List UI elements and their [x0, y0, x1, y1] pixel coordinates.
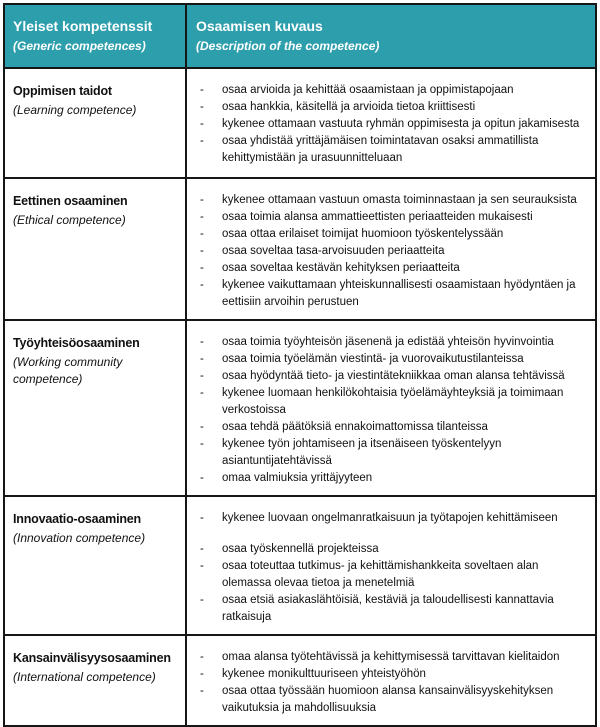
bullet-item [200, 558, 587, 592]
bullet-text: kykenee luovaan ongelmanratkaisuun ja työtapojen kehittämiseen [222, 512, 558, 524]
bullet-item [200, 334, 587, 351]
bullet-dash-icon: - [200, 438, 204, 450]
bullet-item [200, 419, 587, 436]
bullet-dash-icon: - [200, 651, 204, 663]
competence-description-cell [185, 69, 595, 177]
bullet-text: osaa arvioida ja kehittää osaamistaan ja oppimistapojaan [222, 84, 514, 96]
bullet-text: kykenee luomaan henkilökohtaisia työelämäyhteyksiä ja toimimaan verkostoissa [222, 387, 564, 416]
bullet-item [200, 226, 587, 243]
bullet-text: osaa tehdä päätöksiä ennakoimattomissa tilanteissa [222, 421, 488, 433]
bullet-dash-icon: - [200, 668, 204, 680]
bullet-dash-icon: - [200, 512, 204, 524]
bullet-text: kykenee ottamaan vastuuta ryhmän oppimisesta ja opitun jakamisesta [222, 118, 580, 130]
bullet-text: osaa ottaa työssään huomioon alansa kansainvälisyyskehityksen vaikutuksia ja mahdollisuuksia [222, 685, 554, 714]
bullet-dash-icon: - [200, 387, 204, 399]
table-row [5, 319, 595, 495]
bullet-dash-icon: - [200, 560, 204, 572]
competence-title: Työyhteisöosaaminen [13, 336, 140, 350]
competence-name-cell [5, 69, 185, 177]
bullet-text: osaa toimia alansa ammattieettisten periaatteiden mukaisesti [222, 211, 533, 223]
bullet-text: kykenee työn johtamiseen ja itsenäiseen työskentelyyn asiantuntijatehtävissä [222, 438, 502, 467]
bullet-list [187, 510, 587, 626]
bullet-dash-icon: - [200, 228, 204, 240]
competence-title: Kansainvälisyysosaaminen [13, 651, 171, 665]
bullet-dash-icon: - [200, 211, 204, 223]
bullet-dash-icon: - [200, 262, 204, 274]
bullet-item [200, 541, 587, 558]
bullet-dash-icon: - [200, 370, 204, 382]
bullet-text: osaa ottaa erilaiset toimijat huomioon työskentelyssään [222, 228, 504, 240]
header-title-fi: Yleiset kompetenssit [13, 18, 153, 34]
header-subtitle-en: (Description of the competence) [196, 39, 380, 53]
bullet-text: osaa toteuttaa tutkimus- ja kehittämishankkeita soveltaen alan olemassa olevaa tietoa ja menetelmiä [222, 560, 539, 589]
bullet-list [187, 649, 587, 717]
bullet-item [200, 277, 587, 311]
header-title-fi: Osaamisen kuvaus [196, 18, 323, 34]
competence-title: Eettinen osaaminen [13, 194, 128, 208]
competence-subtitle: (Learning competence) [13, 103, 137, 117]
bullet-dash-icon: - [200, 472, 204, 484]
competence-title: Innovaatio-osaaminen [13, 512, 141, 526]
table-body [5, 67, 595, 725]
competence-subtitle: (Ethical competence) [13, 213, 126, 227]
bullet-text: osaa hankkia, käsitellä ja arvioida tietoa kriittisesti [222, 101, 476, 113]
bullet-list [187, 334, 587, 487]
competence-name-cell [5, 636, 185, 725]
competence-name-cell [5, 321, 185, 495]
bullet-text: osaa soveltaa kestävän kehityksen periaatteita [222, 262, 460, 274]
bullet-text: osaa toimia työyhteisön jäsenenä ja edistää yhteisön hyvinvointia [222, 336, 554, 348]
bullet-spacer [200, 527, 587, 541]
table-row [5, 177, 595, 319]
bullet-dash-icon: - [200, 245, 204, 257]
competence-table [3, 3, 597, 727]
header-cell-generic-competences [5, 5, 185, 67]
bullet-item [200, 351, 587, 368]
bullet-dash-icon: - [200, 279, 204, 291]
bullet-dash-icon: - [200, 118, 204, 130]
bullet-dash-icon: - [200, 543, 204, 555]
bullet-item [200, 510, 587, 527]
competence-description-cell [185, 636, 595, 725]
competence-name-cell [5, 497, 185, 634]
bullet-text: omaa valmiuksia yrittäjyyteen [222, 472, 373, 484]
bullet-item [200, 592, 587, 626]
competence-description-cell [185, 321, 595, 495]
bullet-text: osaa yhdistää yrittäjämäisen toimintatavan osaksi ammatillista kehittymistään ja urasuunnitteluaan [222, 135, 539, 164]
table-row [5, 495, 595, 634]
bullet-dash-icon: - [200, 194, 204, 206]
bullet-dash-icon: - [200, 101, 204, 113]
bullet-item [200, 133, 587, 167]
bullet-text: omaa alansa työtehtävissä ja kehittymisessä tarvittavan kielitaidon [222, 651, 560, 663]
competence-subtitle: (International competence) [13, 670, 156, 684]
bullet-dash-icon: - [200, 84, 204, 96]
bullet-item [200, 209, 587, 226]
bullet-item [200, 683, 587, 717]
bullet-text: osaa toimia työelämän viestintä- ja vuorovaikutustilanteissa [222, 353, 524, 365]
competence-description-cell [185, 497, 595, 634]
competence-subtitle: (Working community competence) [13, 355, 123, 386]
header-subtitle-en: (Generic competences) [13, 39, 146, 53]
bullet-item [200, 116, 587, 133]
bullet-text: kykenee ottamaan vastuun omasta toiminnastaan ja sen seurauksista [222, 194, 577, 206]
table-row [5, 67, 595, 177]
bullet-item [200, 99, 587, 116]
competence-description-cell [185, 179, 595, 319]
bullet-text: osaa hyödyntää tieto- ja viestintätekniikkaa oman alansa tehtävissä [222, 370, 565, 382]
bullet-item [200, 82, 587, 99]
bullet-dash-icon: - [200, 685, 204, 697]
bullet-item [200, 260, 587, 277]
bullet-dash-icon: - [200, 336, 204, 348]
bullet-text: osaa etsiä asiakaslähtöisiä, kestäviä ja taloudellisesti kannattavia ratkaisuja [222, 594, 554, 623]
bullet-item [200, 192, 587, 209]
bullet-item [200, 385, 587, 419]
table-row [5, 634, 595, 725]
bullet-item [200, 649, 587, 666]
table-header-row [5, 5, 595, 67]
bullet-dash-icon: - [200, 421, 204, 433]
bullet-item [200, 436, 587, 470]
competence-name-cell [5, 179, 185, 319]
bullet-dash-icon: - [200, 135, 204, 147]
bullet-item [200, 368, 587, 385]
bullet-list [187, 82, 587, 167]
competence-subtitle: (Innovation competence) [13, 531, 146, 545]
bullet-item [200, 666, 587, 683]
bullet-item [200, 243, 587, 260]
bullet-dash-icon: - [200, 594, 204, 606]
bullet-list [187, 192, 587, 311]
bullet-dash-icon: - [200, 353, 204, 365]
bullet-text: kykenee monikulttuuriseen yhteistyöhön [222, 668, 426, 680]
header-cell-description [185, 5, 595, 67]
competence-title: Oppimisen taidot [13, 84, 112, 98]
bullet-text: osaa työskennellä projekteissa [222, 543, 379, 555]
bullet-item [200, 470, 587, 487]
bullet-text: kykenee vaikuttamaan yhteiskunnallisesti osaamistaan hyödyntäen ja eettisiin arvoihin perustuen [222, 279, 576, 308]
bullet-text: osaa soveltaa tasa-arvoisuuden periaatteita [222, 245, 445, 257]
